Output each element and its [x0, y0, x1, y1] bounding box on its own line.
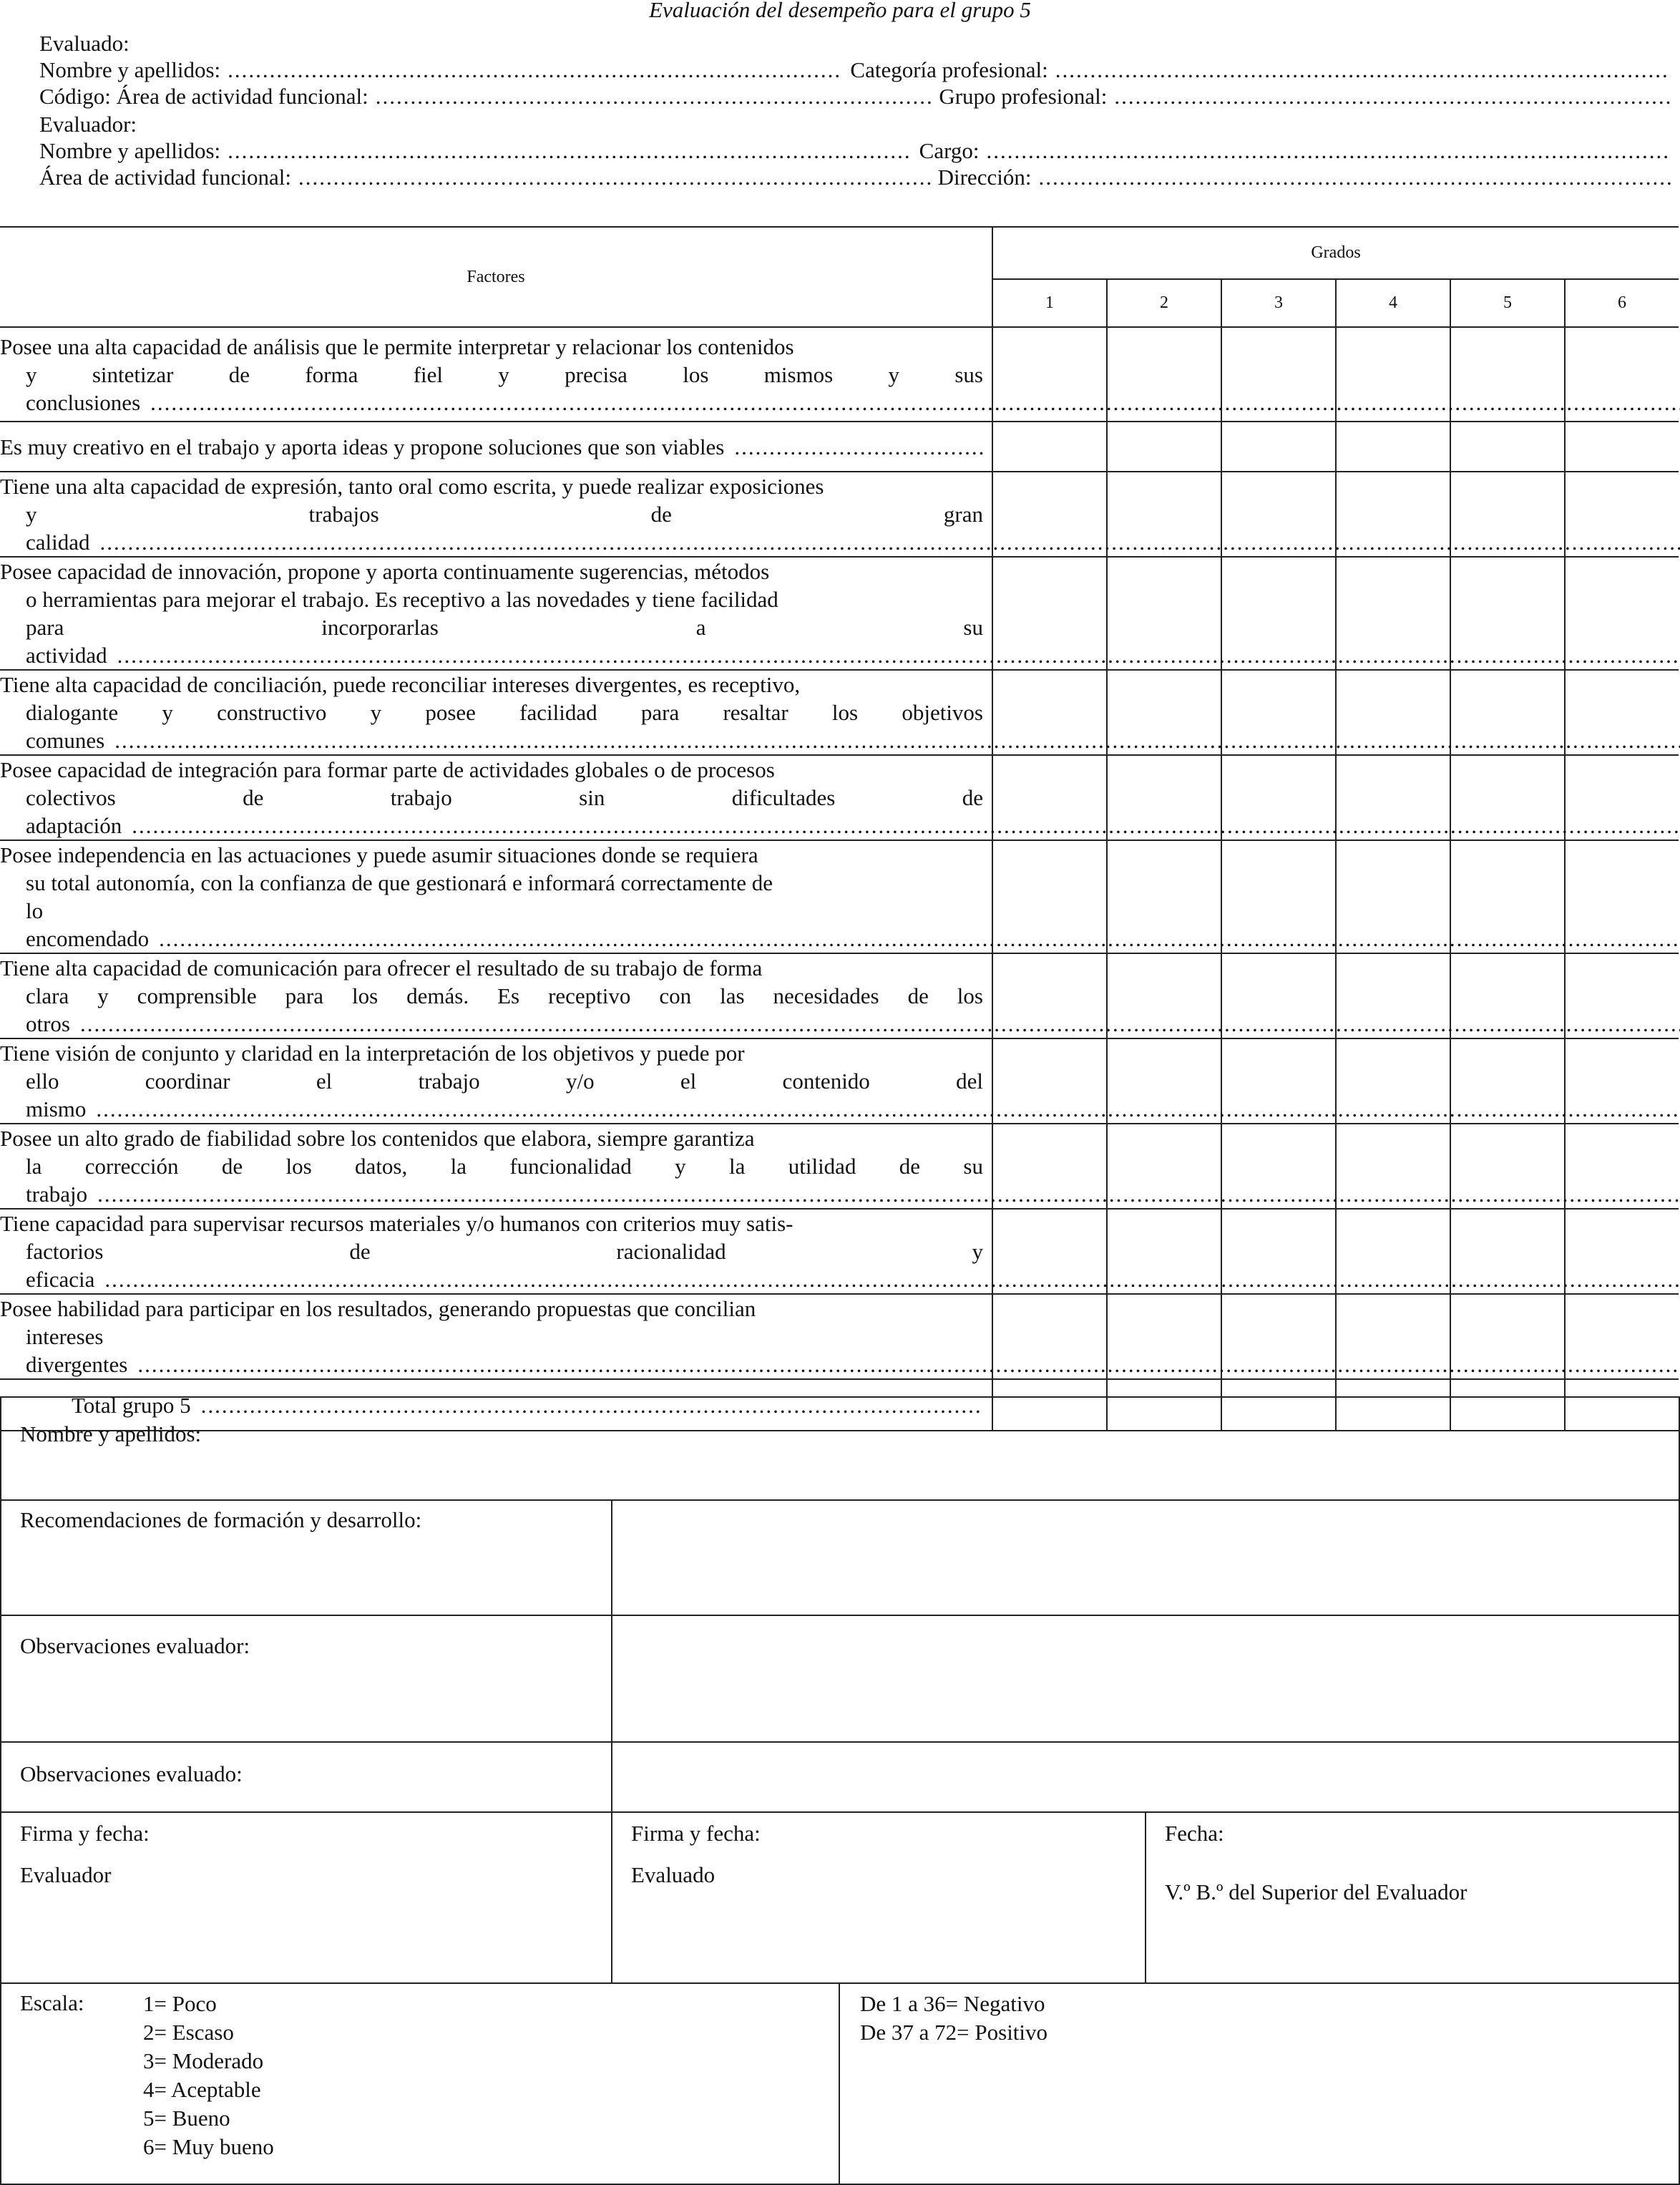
- escala-list: [143, 1990, 274, 2161]
- factor-row: [0, 755, 1679, 840]
- leader-dots: [100, 530, 1680, 555]
- leader-dots: [132, 813, 1680, 838]
- leader-dots: [117, 643, 1680, 668]
- factor-line: dialogante y constructivo y posee facilidad para resaltar los objetivos comunes: [26, 700, 983, 753]
- factor-text: [0, 433, 992, 461]
- escala-item: 4= Aceptable: [143, 2077, 261, 2102]
- factor-line: Posee capacidad de innovación, propone y aporta continuamente sugerencias, métodos: [0, 559, 770, 584]
- evaluado-heading: Evaluado:: [39, 31, 130, 56]
- evaluado-categoria-field[interactable]: [1055, 57, 1671, 83]
- form-nombre-field[interactable]: [1, 1398, 1679, 1499]
- factor-line: para incorporarlas a su actividad: [26, 615, 983, 668]
- evaluado-nombre-label: Nombre y apellidos:: [39, 57, 221, 82]
- obs-evaluado-label: Observaciones evaluado:: [20, 1761, 243, 1786]
- evaluador-cargo-field[interactable]: [986, 137, 1671, 164]
- factor-line: Posee independencia en las actuaciones y puede asumir situaciones donde se requiera: [0, 842, 758, 867]
- factor-text: [0, 1039, 992, 1123]
- evaluado-grupo-label: Grupo profesional:: [939, 84, 1108, 109]
- factor-text: [0, 472, 992, 556]
- leader-dots: [104, 1267, 1680, 1292]
- factor-line: intereses divergentes: [26, 1324, 128, 1377]
- fecha-label: Fecha:: [1165, 1821, 1224, 1846]
- form-nombre-label: Nombre y apellidos:: [20, 1421, 202, 1446]
- obs-evaluado-field[interactable]: [612, 1743, 1679, 1811]
- factor-row: [0, 422, 1679, 472]
- factor-text: [0, 671, 992, 754]
- grade-cell-1[interactable]: [992, 422, 1107, 472]
- grade-cell-4[interactable]: [1336, 422, 1450, 472]
- total-label: Total grupo 5: [72, 1392, 191, 1418]
- factor-text: [0, 756, 992, 840]
- grade-header-5: 5: [1450, 279, 1565, 327]
- evaluador-row-1: [39, 137, 1678, 164]
- factor-line: o herramientas para mejorar el trabajo. Es receptivo a las novedades y tiene facilidad: [26, 587, 778, 612]
- evaluador-nombre-label: Nombre y apellidos:: [39, 138, 221, 163]
- firma-evaluador-role: Evaluador: [20, 1862, 112, 1887]
- firma-evaluado-label: Firma y fecha:: [631, 1821, 761, 1846]
- evaluado-codigo-label: Código: Área de actividad funcional:: [39, 84, 368, 109]
- factor-line: lo encomendado: [26, 898, 150, 951]
- factor-row: [0, 1294, 1679, 1379]
- evaluador-cargo-label: Cargo:: [919, 138, 980, 163]
- leader-dots: [150, 390, 1680, 415]
- escala-item: 3= Moderado: [143, 2048, 264, 2073]
- escala-item: 5= Bueno: [143, 2106, 230, 2131]
- recomendaciones-field[interactable]: [612, 1501, 1679, 1615]
- evaluado-row-1: [39, 57, 1678, 83]
- evaluador-nombre-field[interactable]: [228, 137, 912, 164]
- result-positivo: De 37 a 72= Positivo: [860, 2020, 1048, 2045]
- grade-cell-5[interactable]: [1450, 422, 1565, 472]
- factor-line: Posee habilidad para participar en los resultados, generando propuestas que concilian: [0, 1296, 756, 1321]
- leader-dots: [159, 926, 1680, 951]
- evaluado-grupo-field[interactable]: [1114, 83, 1671, 110]
- leader-dots: [97, 1182, 1680, 1207]
- recomendaciones-label: Recomendaciones de formación y desarrollo:: [20, 1507, 422, 1532]
- factor-text: [0, 558, 992, 669]
- grade-cell-3[interactable]: [1221, 422, 1336, 472]
- evaluation-table: [0, 226, 1679, 1431]
- leader-dots: [137, 1352, 1680, 1377]
- factor-row: [0, 557, 1679, 670]
- escala-label: Escala:: [20, 1990, 84, 2015]
- leader-dots: [734, 433, 983, 461]
- evaluado-section: [39, 30, 1678, 110]
- factor-line: la corrección de los datos, la funcionalidad y la utilidad de su trabajo: [26, 1154, 983, 1207]
- escala-item: 1= Poco: [143, 1991, 217, 2016]
- grade-header-4: 4: [1336, 279, 1450, 327]
- evaluador-direccion-field[interactable]: [1038, 164, 1671, 190]
- factor-row: [0, 1209, 1679, 1294]
- evaluador-heading: Evaluador:: [39, 112, 137, 137]
- result-negativo: De 1 a 36= Negativo: [860, 1991, 1045, 2016]
- evaluador-row-2: [39, 164, 1678, 190]
- grade-header-6: 6: [1565, 279, 1679, 327]
- factor-line: Tiene alta capacidad de comunicación para ofrecer el resultado de su trabajo de forma: [0, 955, 763, 980]
- leader-dots: [96, 1096, 1680, 1121]
- grade-cell-2[interactable]: [1107, 422, 1221, 472]
- leader-dots: [80, 1011, 1680, 1036]
- factor-line: Posee capacidad de integración para formar parte de actividades globales o de procesos: [0, 757, 775, 782]
- factor-row: [0, 1124, 1679, 1209]
- grade-header-2: 2: [1107, 279, 1221, 327]
- escala-item: 2= Escaso: [143, 2020, 234, 2045]
- factor-text: [0, 1124, 992, 1208]
- factor-text: [0, 333, 992, 417]
- factor-line: su total autonomía, con la confianza de que gestionará e informará correctamente de: [26, 870, 773, 895]
- summary-form: [0, 1396, 1680, 2185]
- evaluado-row-2: [39, 83, 1678, 110]
- evaluado-categoria-label: Categoría profesional:: [850, 57, 1048, 82]
- firma-evaluador-label: Firma y fecha:: [20, 1821, 150, 1846]
- factor-text: [0, 1210, 992, 1293]
- factor-line: Posee un alto grado de fiabilidad sobre los contenidos que elabora, siempre garantiza: [0, 1126, 755, 1151]
- factor-line: Es muy creativo en el trabajo y aporta ideas y propone soluciones que son viables: [0, 434, 725, 459]
- grade-header-3: 3: [1221, 279, 1336, 327]
- evaluador-area-field[interactable]: [298, 164, 931, 190]
- factor-row: [0, 327, 1679, 422]
- factor-line: y trabajos de gran calidad: [26, 502, 983, 555]
- factor-line: factorios de racionalidad y eficacia: [26, 1239, 983, 1292]
- factor-line: y sintetizar de forma fiel y precisa los mismos y sus conclusiones: [26, 361, 983, 415]
- leader-dots: [114, 728, 1680, 753]
- factores-header: Factores: [0, 227, 992, 327]
- factor-rows: [0, 327, 1679, 1431]
- factor-line: Tiene visión de conjunto y claridad en la interpretación de los objetivos y puede por: [0, 1041, 745, 1066]
- factor-row: [0, 1038, 1679, 1124]
- evaluador-section: [39, 111, 1678, 190]
- evaluado-nombre-field[interactable]: [228, 57, 843, 83]
- obs-evaluador-label: Observaciones evaluador:: [20, 1633, 250, 1658]
- escala-item: 6= Muy bueno: [143, 2134, 274, 2159]
- factor-line: colectivos de trabajo sin dificultades de adaptación: [26, 785, 983, 838]
- factor-line: clara y comprensible para los demás. Es receptivo con las necesidades de los otros: [26, 983, 983, 1036]
- factor-text: [0, 841, 992, 953]
- obs-evaluador-field[interactable]: [612, 1616, 1679, 1741]
- factor-line: Tiene una alta capacidad de expresión, tanto oral como escrita, y puede realizar exposiciones: [0, 474, 824, 499]
- firma-evaluado-role: Evaluado: [631, 1862, 716, 1887]
- factor-row: [0, 840, 1679, 953]
- document-title: Evaluación del desempeño para el grupo 5: [649, 0, 1031, 22]
- factor-text: [0, 954, 992, 1038]
- factor-row: [0, 472, 1679, 557]
- grade-cell-6[interactable]: [1565, 422, 1679, 472]
- evaluador-direccion-label: Dirección:: [937, 165, 1032, 190]
- vobo-label: V.º B.º del Superior del Evaluador: [1165, 1879, 1467, 1904]
- grados-header: Grados: [992, 227, 1679, 279]
- factor-row: [0, 953, 1679, 1038]
- factor-line: ello coordinar el trabajo y/o el contenido del mismo: [26, 1069, 983, 1121]
- factor-line: Tiene alta capacidad de conciliación, puede reconciliar intereses divergentes, es receptivo,: [0, 672, 801, 697]
- factor-line: Tiene capacidad para supervisar recursos materiales y/o humanos con criterios muy satis-: [0, 1211, 793, 1236]
- evaluado-codigo-field[interactable]: [376, 83, 932, 110]
- evaluador-area-label: Área de actividad funcional:: [39, 165, 292, 190]
- grade-header-1: 1: [992, 279, 1107, 327]
- factor-row: [0, 670, 1679, 755]
- factor-text: [0, 1295, 992, 1378]
- factor-line: Posee una alta capacidad de análisis que le permite interpretar y relacionar los contenidos: [0, 334, 794, 359]
